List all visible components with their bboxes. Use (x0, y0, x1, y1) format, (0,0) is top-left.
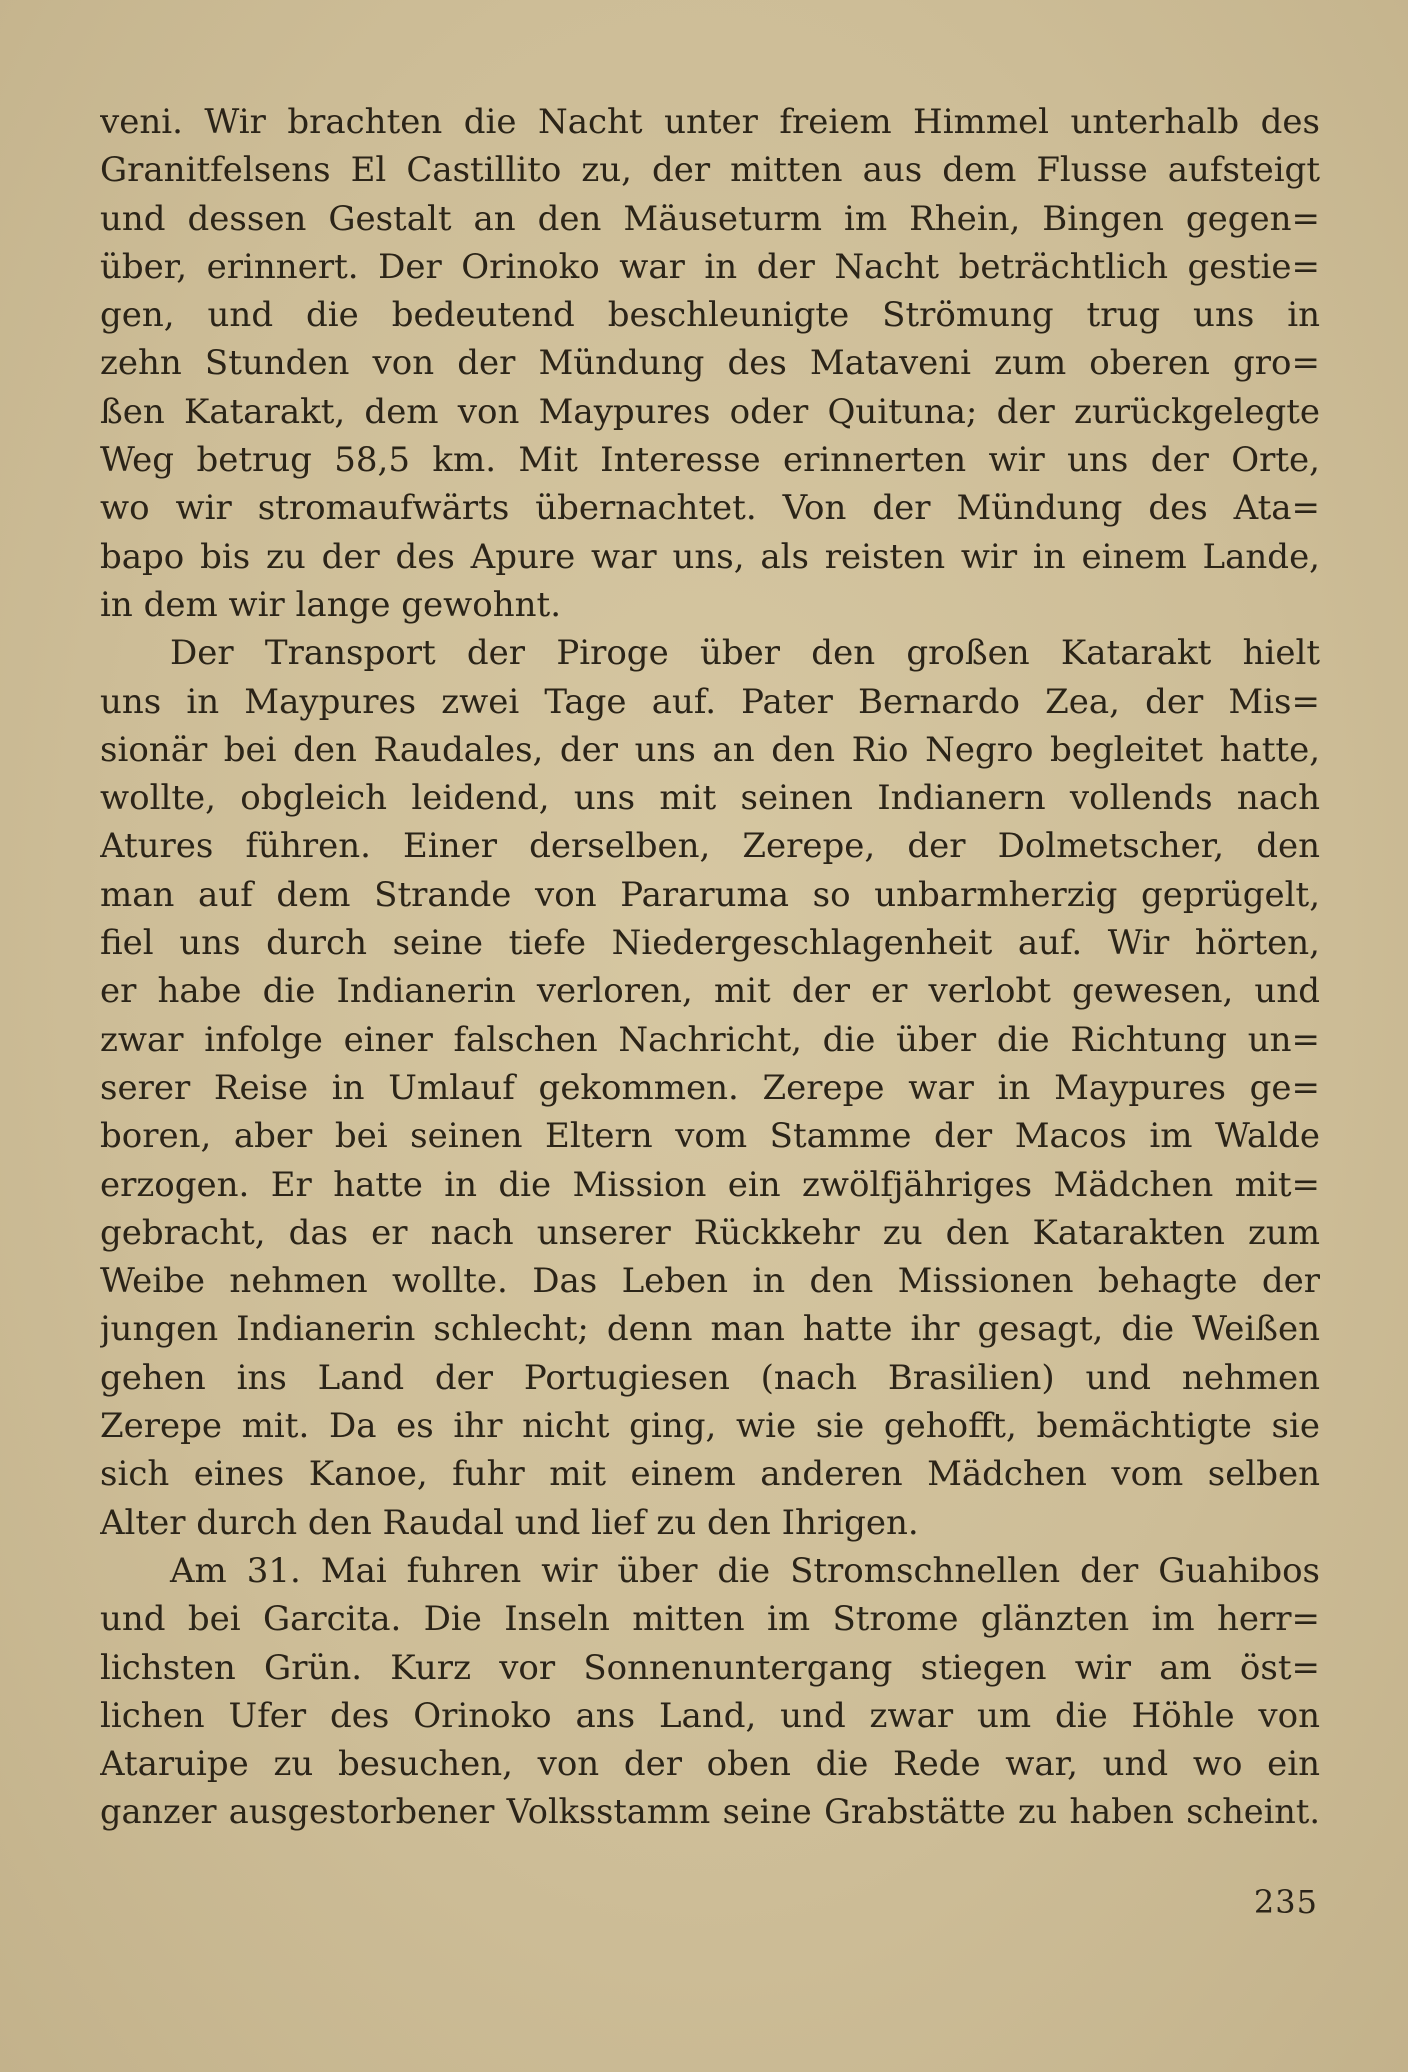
text-line: gen, und die bedeutend beschleunigte Strömung trug uns in (100, 295, 1320, 336)
text-line: Alter durch den Raudal und lief zu den Ihrigen. (100, 1502, 919, 1543)
text-line: Granitfelsens El Castillito zu, der mitten aus dem Flusse aufsteigt (100, 150, 1320, 191)
text-line: gehen ins Land der Portugiesen (nach Brasilien) und nehmen (100, 1357, 1320, 1398)
text-line: ßen Katarakt, dem von Maypures oder Quituna; der zurückgelegte (100, 391, 1320, 432)
text-line: Weibe nehmen wollte. Das Leben in den Missionen behagte der (100, 1261, 1320, 1302)
text-line: Ataruipe zu besuchen, von der oben die Rede war, und wo ein (100, 1744, 1320, 1785)
text-line: jungen Indianerin schlecht; denn man hatte ihr gesagt, die Weißen (100, 1309, 1320, 1350)
text-line: Der Transport der Piroge über den großen Katarakt hielt (170, 633, 1320, 674)
text-line: serer Reise in Umlauf gekommen. Zerepe war in Maypures ge= (100, 1067, 1320, 1108)
text-line: lichsten Grün. Kurz vor Sonnenuntergang stiegen wir am öst= (100, 1647, 1320, 1688)
text-line: zwar infolge einer falschen Nachricht, die über die Richtung un= (100, 1019, 1320, 1060)
text-line: Am 31. Mai fuhren wir über die Stromschnellen der Guahibos (170, 1550, 1320, 1591)
text-line: man auf dem Strande von Pararuma so unbarmherzig geprügelt, (100, 874, 1320, 915)
paragraph-1 (100, 98, 1320, 629)
paragraph-3 (100, 1547, 1320, 1837)
text-line: wollte, obgleich leidend, uns mit seinen Indianern vollends nach (100, 778, 1320, 819)
text-line: und dessen Gestalt an den Mäuseturm im Rhein, Bingen gegen= (100, 198, 1320, 239)
text-line: in dem wir lange gewohnt. (100, 584, 562, 625)
text-line: Atures führen. Einer derselben, Zerepe, der Dolmetscher, den (100, 826, 1320, 867)
text-line: boren, aber bei seinen Eltern vom Stamme der Macos im Walde (100, 1116, 1320, 1157)
text-line: veni. Wir brachten die Nacht unter freiem Himmel unterhalb des (100, 102, 1320, 142)
body-text (100, 98, 1320, 1837)
text-line: uns in Maypures zwei Tage auf. Pater Bernardo Zea, der Mis= (100, 681, 1320, 722)
text-line: Zerepe mit. Da es ihr nicht ging, wie sie gehofft, bemächtigte sie (100, 1406, 1320, 1447)
text-line: fiel uns durch seine tiefe Niedergeschlagenheit auf. Wir hörten, (100, 923, 1320, 964)
text-line: zehn Stunden von der Mündung des Mataveni zum oberen gro= (100, 343, 1320, 384)
text-line: über, erinnert. Der Orinoko war in der Nacht beträchtlich gestie= (100, 246, 1320, 287)
text-line: wo wir stromaufwärts übernachtet. Von der Mündung des Ata= (100, 488, 1320, 529)
text-line: sich eines Kanoe, fuhr mit einem anderen Mädchen vom selben (100, 1454, 1320, 1495)
text-line: bapo bis zu der des Apure war uns, als reisten wir in einem Lande, (100, 536, 1320, 577)
page-number: 235 (1253, 1883, 1318, 1921)
text-line: ganzer ausgestorbener Volksstamm seine Grabstätte zu haben scheint. (100, 1792, 1320, 1832)
text-line: gebracht, das er nach unserer Rückkehr zu den Katarakten zum (100, 1212, 1320, 1253)
text-line: erzogen. Er hatte in die Mission ein zwölfjähriges Mädchen mit= (100, 1164, 1320, 1205)
text-line: lichen Ufer des Orinoko ans Land, und zwar um die Höhle von (100, 1695, 1320, 1736)
text-line: er habe die Indianerin verloren, mit der er verlobt gewesen, und (100, 971, 1320, 1012)
paragraph-2 (100, 629, 1320, 1547)
text-line: Weg betrug 58,5 km. Mit Interesse erinnerten wir uns der Orte, (100, 440, 1320, 481)
text-line: sionär bei den Raudales, der uns an den Rio Negro begleitet hatte, (100, 729, 1320, 770)
text-line: und bei Garcita. Die Inseln mitten im Strome glänzten im herr= (100, 1599, 1320, 1640)
